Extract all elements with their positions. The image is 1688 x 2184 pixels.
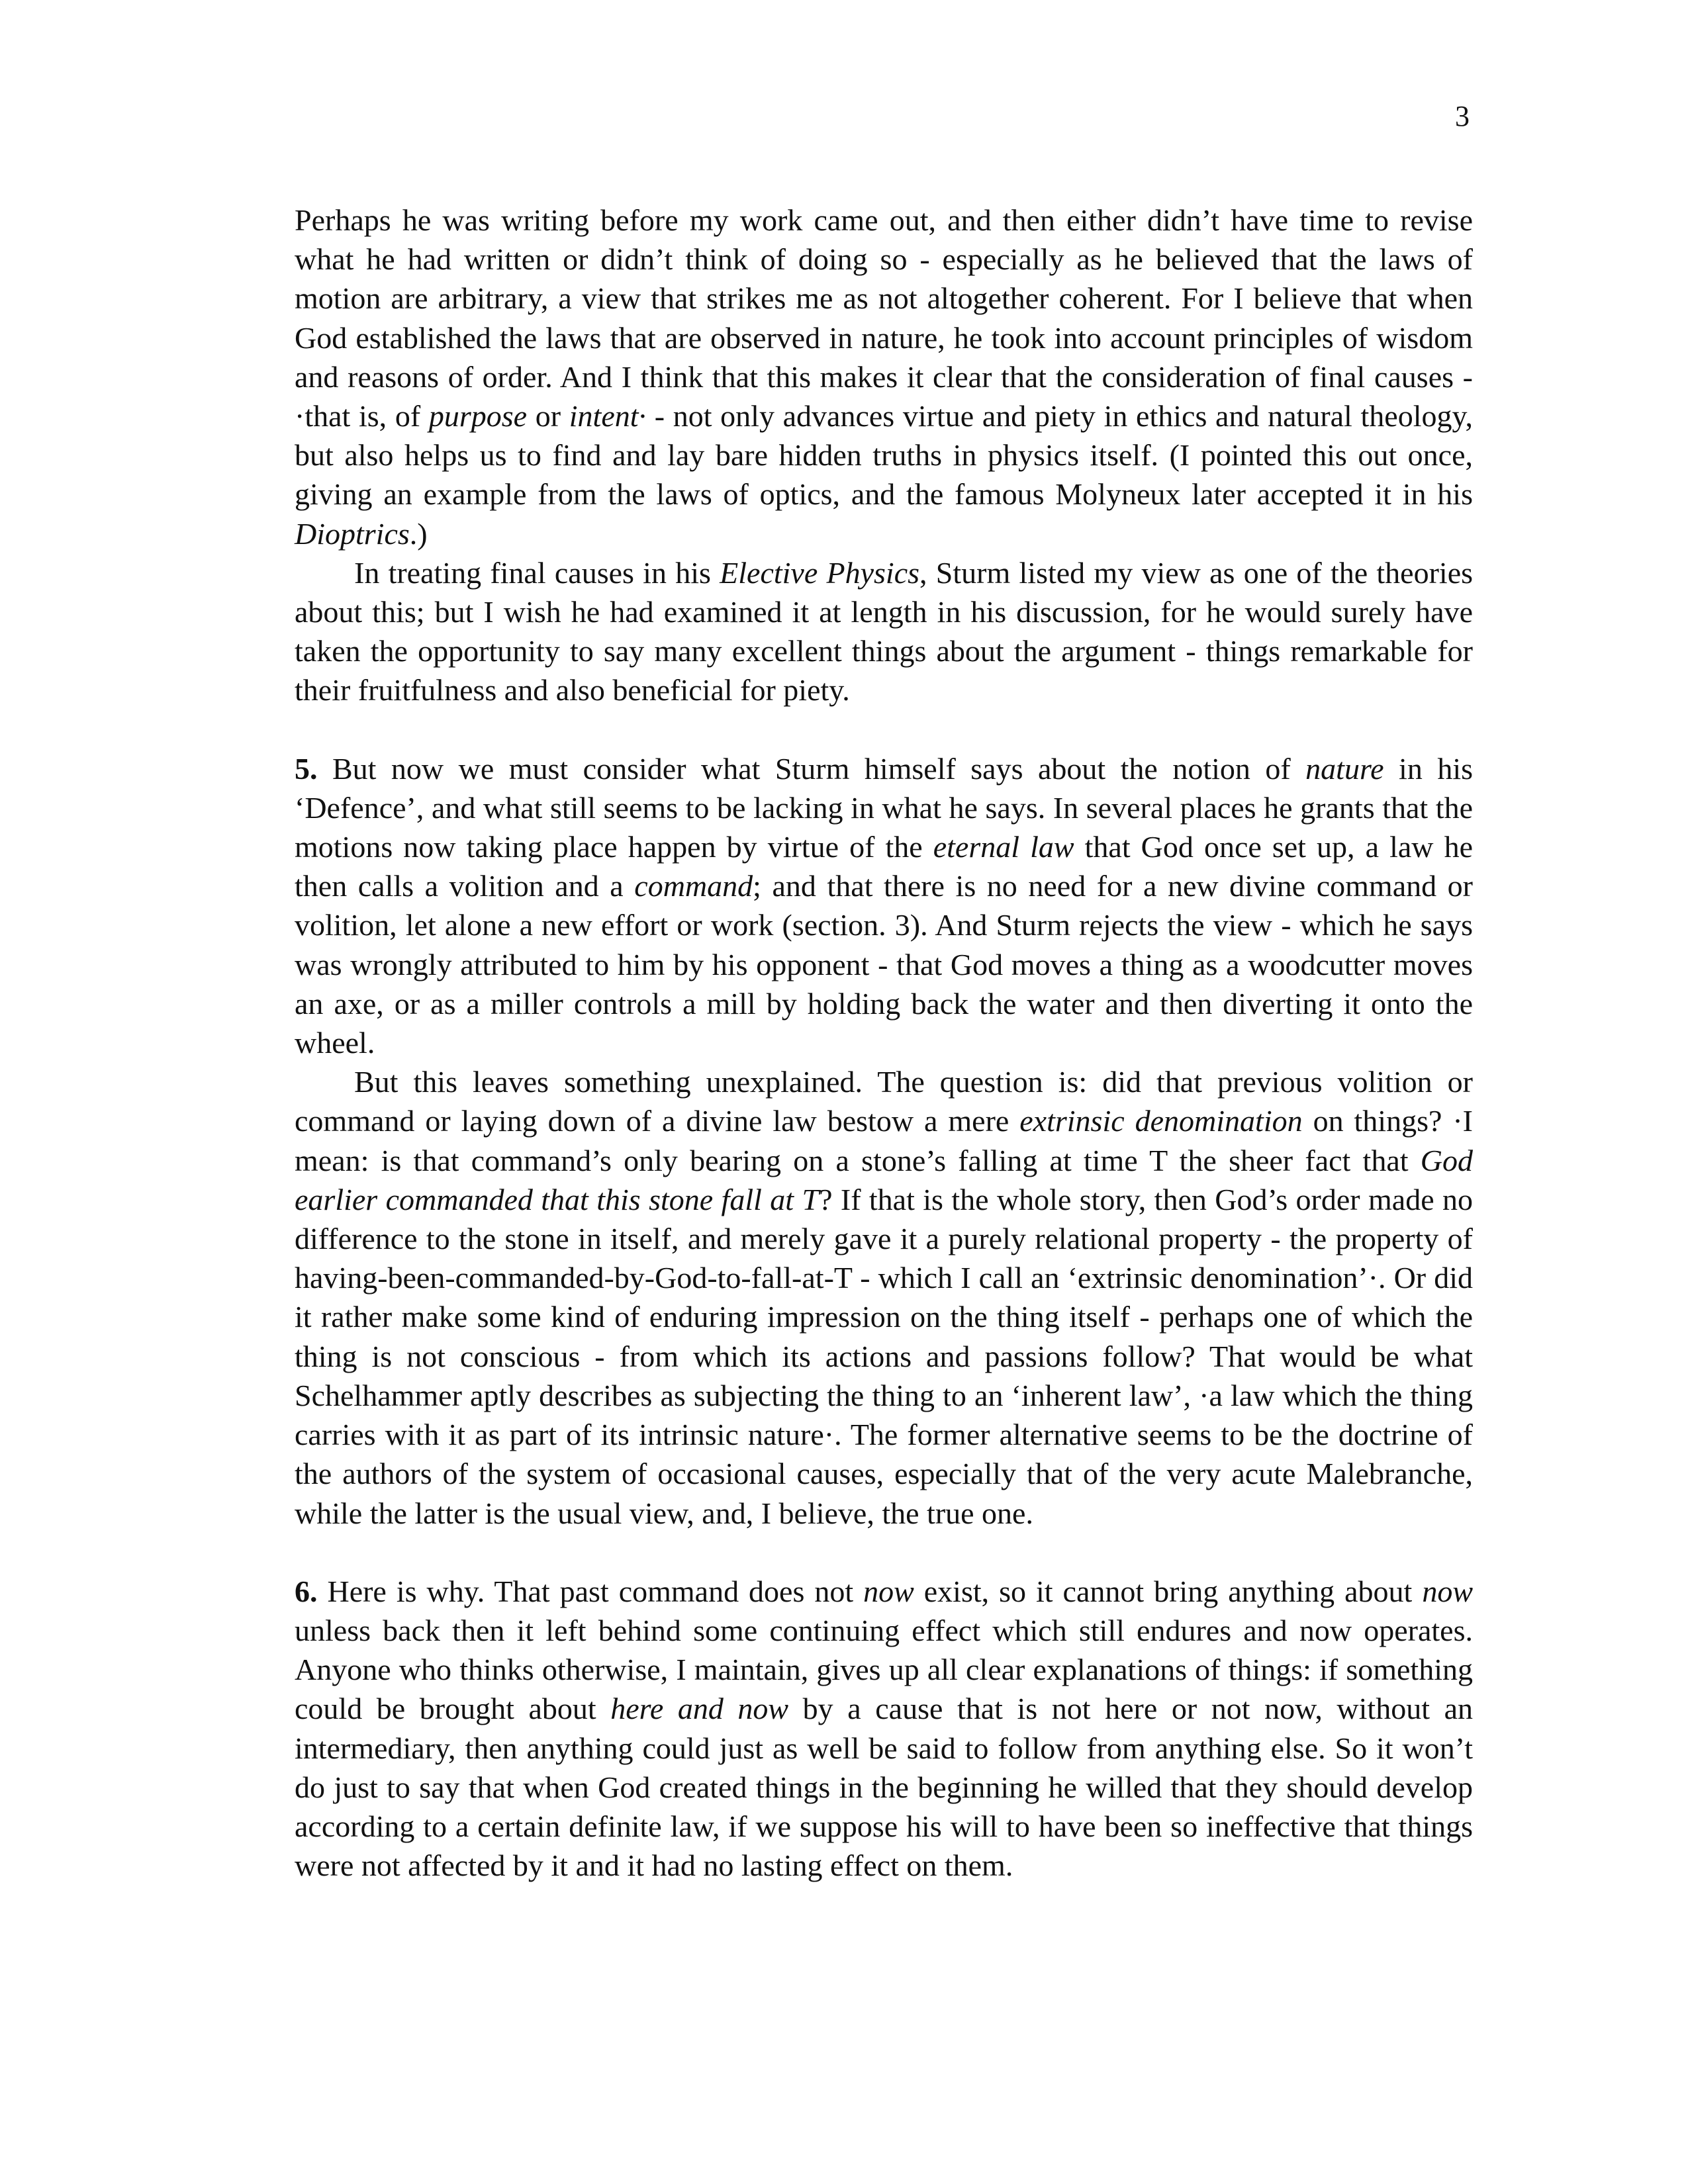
text-run: Perhaps he was writing before my work came out, and then either didn’t have time to revise what he had written or didn’t think of doing so - especially as he believed that the laws of motion are arbitrary, a view that strikes me as not altogether coherent. For I believe that when God established the laws that are observed in nature, he took into account principles of wisdom and reasons of order. And I think that this makes it clear that the consideration of final causes - ·that is, of [295, 203, 1473, 433]
text-run: - not only advances virtue and piety in ethics and natural theology, but also helps us to find and lay bare hidden truths in physics itself. (I pointed this out once, giving an example from the laws of optics, and the famous Molyneux later accepted it in his [295, 399, 1474, 512]
emphasis-text: God earlier commanded that this stone fall at T [295, 1143, 1473, 1216]
paragraph-p2 [295, 553, 1473, 710]
text-run: Here is why. That past command does not [317, 1574, 864, 1608]
text-run: ; and that there is no need for a new divine command or volition, let alone a new effort or work (section. 3). And Sturm rejects the view - which he says was wrongly attributed to him by his opponent - that God moves a thing as a woodcutter moves an axe, or as a miller controls a mill by holding back the water and then diverting it onto the wheel. [295, 869, 1473, 1060]
page-number: 3 [1455, 100, 1470, 132]
paragraph-p5 [295, 1572, 1473, 1886]
emphasis-text: now [1422, 1574, 1473, 1608]
emphasis-text: eternal law [933, 830, 1074, 864]
emphasis-text: command [634, 869, 753, 903]
text-run: by a cause that is not here or not now, without an intermediary, then anything could just as well be said to follow from anything else. So it won’t do just to say that when God created things in the beginning he willed that they should develop according to a certain definite law, if we suppose his will to have been so ineffective that things were not affected by it and it had no lasting effect on them. [295, 1692, 1473, 1883]
emphasis-text: intent· [569, 399, 647, 433]
paragraph-p1 [295, 201, 1473, 553]
text-run: In treating final causes in his [354, 555, 720, 590]
text-run: on things? ·I mean: is that command’s only bearing on a stone’s falling at time T the sheer fact that [295, 1104, 1474, 1177]
emphasis-text: here and now [610, 1692, 789, 1726]
paragraph-p3 [295, 749, 1473, 1063]
body-text [295, 201, 1473, 1885]
emphasis-text: Elective Physics [720, 555, 920, 590]
section-number: 6. [295, 1574, 318, 1608]
text-run: But now we must consider what Sturm himself says about the notion of [317, 751, 1306, 786]
text-run: .) [409, 516, 428, 551]
text-run: ? If that is the whole story, then God’s order made no difference to the stone in itself, and merely gave it a purely relational property - the property of having-been-commanded-by-God-to-fall-at-T - which I call an ‘extrinsic denomination’·. Or did it rather make some kind of enduring impression on the thing itself - perhaps one of which the thing is not conscious - from which its actions and passions follow? That would be what Schelhammer aptly describes as subjecting the thing to an ‘inherent law’, ·a law which the thing carries with it as part of its intrinsic nature·. The former alternative seems to be the doctrine of the authors of the system of occasional causes, especially that of the very acute Malebranche, while the latter is the usual view, and, I believe, the true one. [295, 1182, 1474, 1530]
emphasis-text: extrinsic denomination [1019, 1104, 1303, 1138]
text-run: But this leaves something unexplained. The question is: did that previous volition or command or laying down of a divine law bestow a mere [295, 1065, 1473, 1138]
text-run: unless back then it left behind some continuing effect which still endures and now operates. Anyone who thinks otherwise, I maintain, gives up all clear explanations of things: if something could be brought about [295, 1613, 1473, 1726]
emphasis-text: Dioptrics [295, 516, 410, 551]
text-run: that God once set up, a law he then calls a volition and a [295, 830, 1473, 903]
paragraph-p4 [295, 1062, 1473, 1532]
text-run: or [527, 399, 569, 433]
emphasis-text: now [863, 1574, 914, 1608]
text-run: in his ‘Defence’, and what still seems to be lacking in what he says. In several places he grants that the motions now taking place happen by virtue of the [295, 751, 1473, 864]
emphasis-text: purpose [428, 399, 528, 433]
text-run: exist, so it cannot bring anything about [914, 1574, 1423, 1608]
section-number: 5. [295, 751, 318, 786]
text-run: , Sturm listed my view as one of the theories about this; but I wish he had examined it at length in his discussion, for he would surely have taken the opportunity to say many excellent things about the argument - things remarkable for their fruitfulness and also beneficial for piety. [295, 555, 1474, 707]
emphasis-text: nature [1305, 751, 1384, 786]
